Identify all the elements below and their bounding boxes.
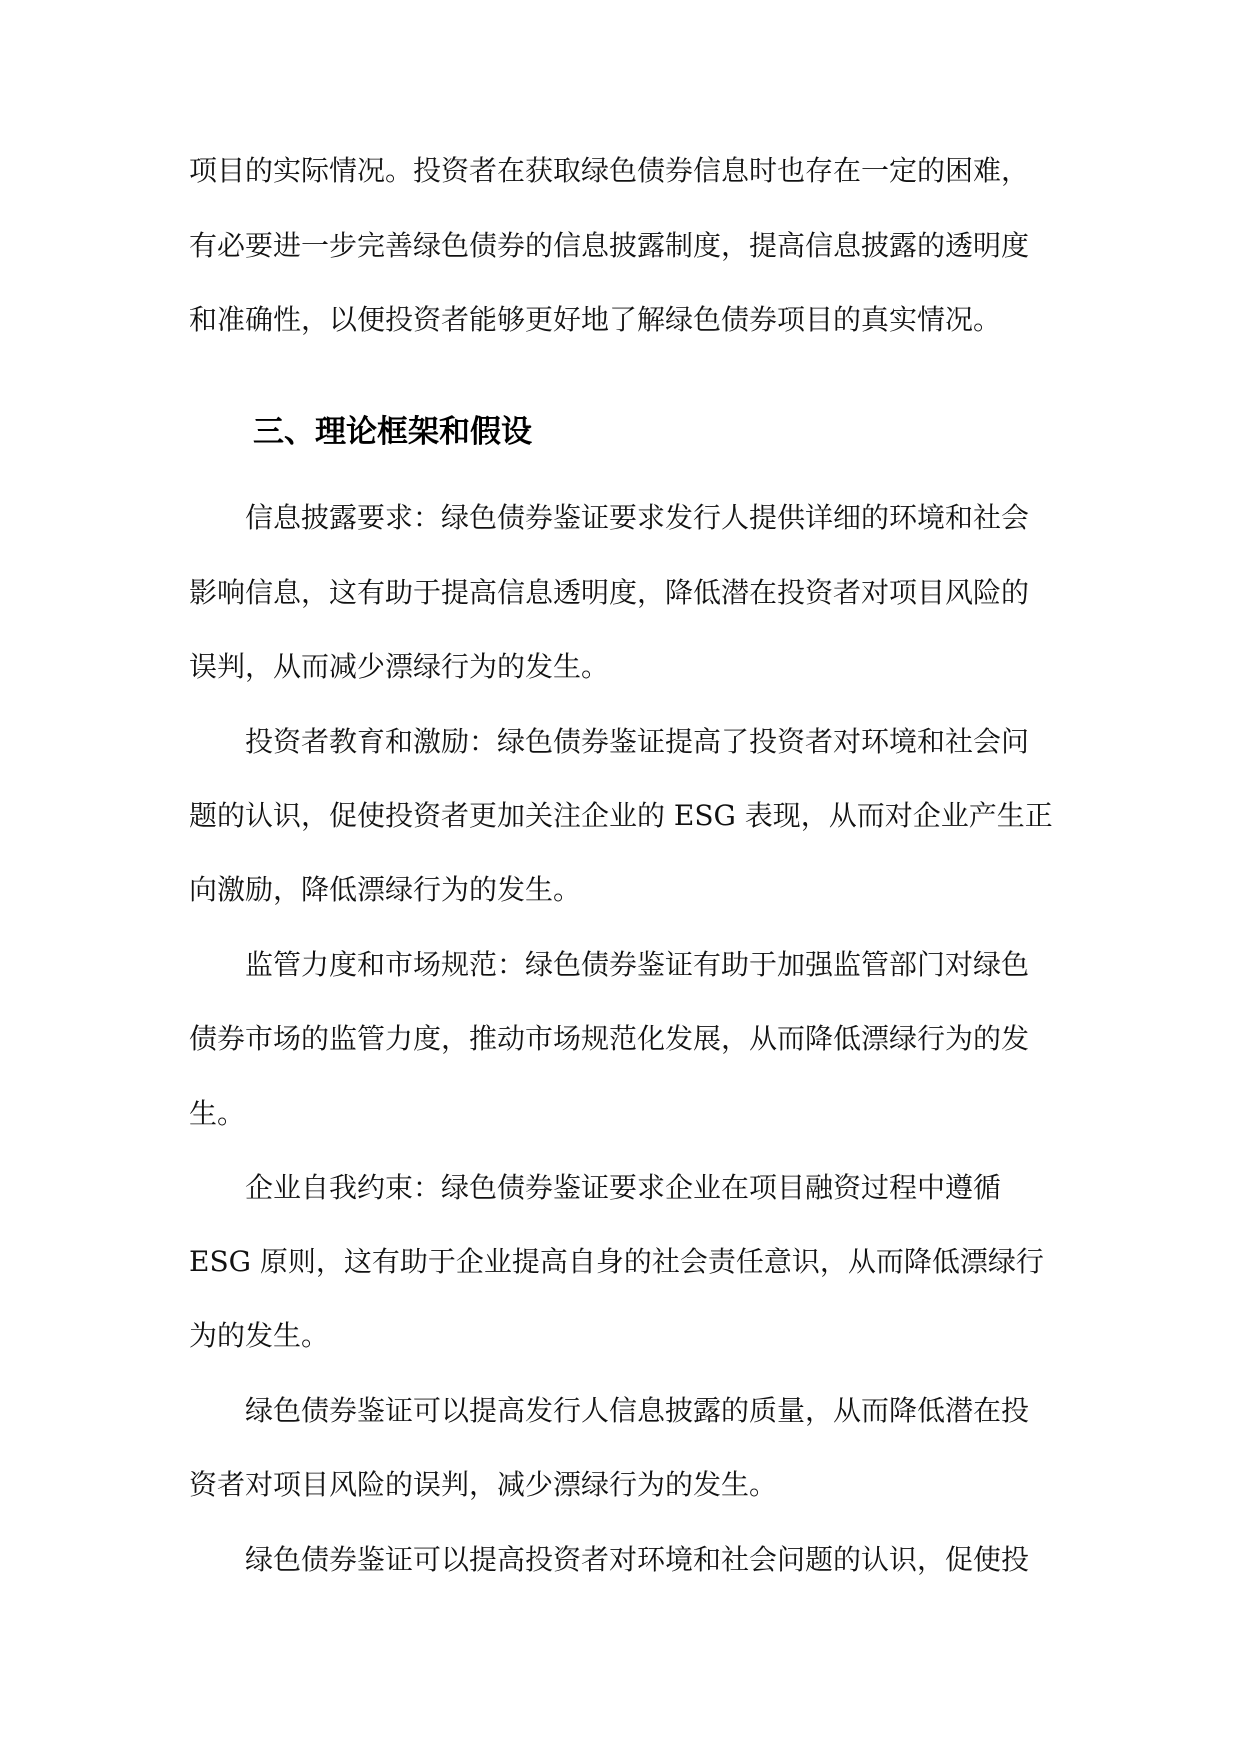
section-heading: 三、理论框架和假设: [253, 414, 532, 450]
paragraph-4-line-1: 企业自我约束：绿色债券鉴证要求企业在项目融资过程中遵循: [245, 1171, 1002, 1204]
paragraph-4-line-3: 为的发生。: [189, 1319, 330, 1352]
paragraph-3-line-1: 监管力度和市场规范：绿色债券鉴证有助于加强监管部门对绿色: [245, 948, 1030, 981]
paragraph-6-line-1: 绿色债券鉴证可以提高投资者对环境和社会问题的认识，促使投: [245, 1543, 1030, 1576]
paragraph-1-line-3: 误判，从而减少漂绿行为的发生。: [189, 650, 610, 683]
intro-line-2: 有必要进一步完善绿色债券的信息披露制度，提高信息披露的透明度: [189, 229, 1030, 262]
intro-line-3: 和准确性，以便投资者能够更好地了解绿色债券项目的真实情况。: [189, 303, 1002, 336]
paragraph-4-line-2: ESG 原则，这有助于企业提高自身的社会责任意识，从而降低漂绿行: [189, 1245, 1044, 1278]
paragraph-2-line-2: 题的认识，促使投资者更加关注企业的 ESG 表现，从而对企业产生正: [189, 799, 1053, 832]
paragraph-5-line-2: 资者对项目风险的误判，减少漂绿行为的发生。: [189, 1468, 778, 1501]
paragraph-2-line-3: 向激励，降低漂绿行为的发生。: [189, 873, 582, 906]
intro-line-1: 项目的实际情况。投资者在获取绿色债券信息时也存在一定的困难，: [189, 154, 1030, 187]
paragraph-3-line-2: 债券市场的监管力度，推动市场规范化发展，从而降低漂绿行为的发: [189, 1022, 1030, 1055]
paragraph-3-line-3: 生。: [189, 1097, 246, 1130]
paragraph-1-line-2: 影响信息，这有助于提高信息透明度，降低潜在投资者对项目风险的: [189, 576, 1030, 609]
paragraph-5-line-1: 绿色债券鉴证可以提高发行人信息披露的质量，从而降低潜在投: [245, 1394, 1030, 1427]
paragraph-2-line-1: 投资者教育和激励：绿色债券鉴证提高了投资者对环境和社会问: [245, 725, 1030, 758]
paragraph-1-line-1: 信息披露要求：绿色债券鉴证要求发行人提供详细的环境和社会: [245, 501, 1030, 534]
